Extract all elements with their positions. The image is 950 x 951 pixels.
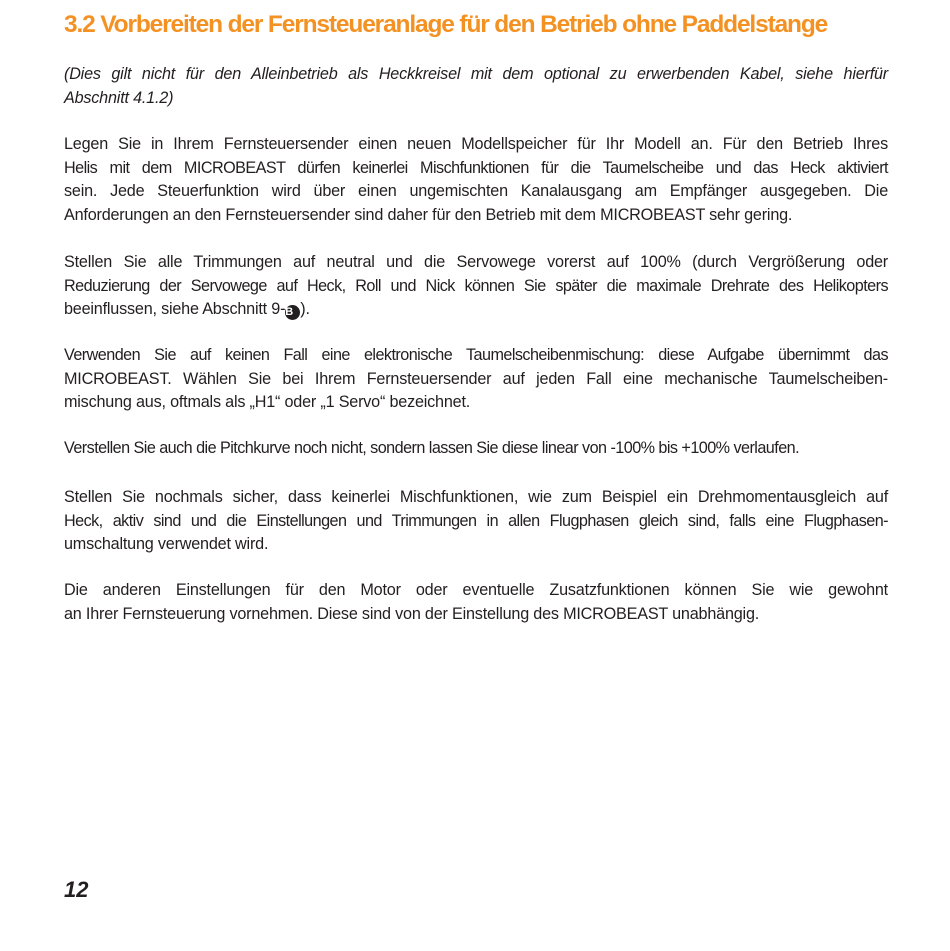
paragraph-other-settings — [64, 579, 888, 626]
text-line: sein. Jede Steuerfunktion wird über einen ungemischten Kanalausgang am Empfänger ausgegeben. Die — [64, 182, 888, 200]
text-line: Verwenden Sie auf keinen Fall eine elektronische Taumelscheibenmischung: diese Aufgabe übernimmt das — [64, 346, 888, 364]
text-line: Reduzierung der Servowege auf Heck, Roll und Nick können Sie später die maximale Drehrate des Helikopters — [64, 276, 888, 295]
section-heading: 3.2 Vorbereiten der Fernsteueranlage für den Betrieb ohne Paddelstange — [64, 11, 828, 38]
paragraph-swashplate-mixing — [64, 344, 888, 415]
text-line: Helis mit dem MICROBEAST dürfen keinerlei Mischfunktionen für die Taumelscheibe und das Heck aktiviert — [64, 158, 888, 177]
paragraph-pitch-curve: Verstellen Sie auch die Pitchkurve noch nicht, sondern lassen Sie diese linear von -100% bis +100% verlaufen. — [64, 439, 800, 457]
text-segment: beeinflussen, siehe Abschnitt 9- — [64, 300, 286, 318]
paragraph-model-memory — [64, 133, 888, 227]
text-line: Legen Sie in Ihrem Fernsteuersender einen neuen Modellspeicher für Ihr Modell an. Für den Betrieb Ihres — [64, 135, 888, 153]
paragraph-mixing-check — [64, 486, 888, 557]
text-line: Heck, aktiv sind und die Einstellungen und Trimmungen in allen Flugphasen gleich sind, falls eine Flugphasen- — [64, 511, 888, 530]
text-line: MICROBEAST. Wählen Sie bei Ihrem Fernsteuersender auf jeden Fall eine mechanische Taumelscheiben- — [64, 369, 888, 388]
text-line: Die anderen Einstellungen für den Motor oder eventuelle Zusatzfunktionen können Sie wie gewohnt — [64, 581, 888, 599]
manual-page — [64, 0, 888, 951]
note-paragraph — [64, 63, 888, 110]
text-line: Anforderungen an den Fernsteuersender sind daher für den Betrieb mit dem MICROBEAST sehr gering. — [64, 205, 793, 224]
section-b-badge-icon: B — [285, 305, 300, 320]
text-line: Stellen Sie alle Trimmungen auf neutral und die Servowege vorerst auf 100% (durch Vergrößerung oder — [64, 253, 888, 271]
note-line: (Dies gilt nicht für den Alleinbetrieb als Heckkreisel mit dem optional zu erwerbenden Kabel, siehe hierfür — [64, 65, 888, 83]
text-line: umschaltung verwendet wird. — [64, 535, 269, 553]
text-line: an Ihrer Fernsteuerung vornehmen. Diese sind von der Einstellung des MICROBEAST unabhängig. — [64, 604, 760, 623]
page-number: 12 — [64, 877, 89, 902]
text-line: Stellen Sie nochmals sicher, dass keinerlei Mischfunktionen, wie zum Beispiel ein Drehmomentausgleich auf — [64, 488, 888, 506]
paragraph-trims — [64, 251, 888, 322]
text-line — [64, 298, 888, 322]
text-line: mischung aus, oftmals als „H1“ oder „1 Servo“ bezeichnet. — [64, 393, 471, 411]
note-line: Abschnitt 4.1.2) — [64, 88, 174, 107]
text-segment: ). — [300, 300, 310, 318]
